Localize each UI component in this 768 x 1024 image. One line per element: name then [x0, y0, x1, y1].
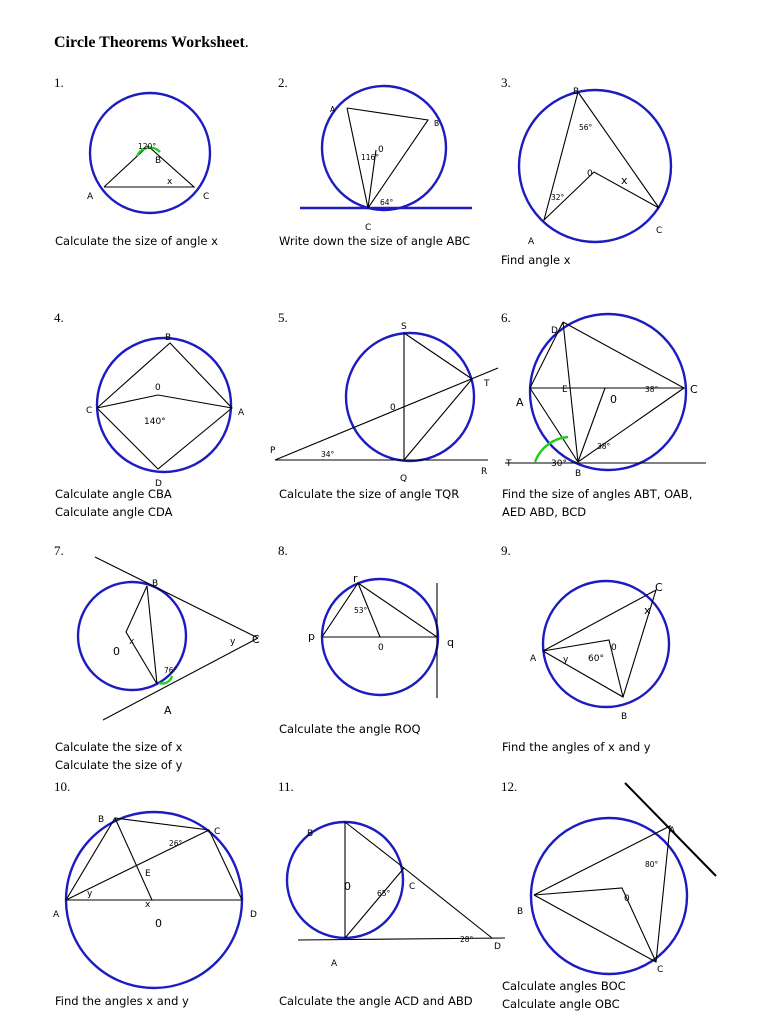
question-6-prompt: Find the size of angles ABT, OAB, AED ABD, BCD — [502, 487, 693, 519]
svg-text:B: B — [575, 469, 582, 479]
question-number: 11. — [278, 779, 294, 794]
svg-text:C: C — [214, 827, 221, 837]
svg-text:C: C — [203, 192, 210, 202]
question-2-prompt: Write down the size of angle ABC — [279, 234, 471, 248]
question-5-prompt: Calculate the size of angle TQR — [279, 487, 460, 501]
svg-text:B: B — [155, 156, 162, 166]
question-number: 1. — [54, 75, 64, 90]
svg-text:E: E — [562, 385, 568, 395]
question-10-prompt: Find the angles x and y — [55, 994, 189, 1008]
svg-text:x: x — [129, 637, 135, 647]
svg-text:28°: 28° — [460, 935, 474, 944]
svg-text:E: E — [145, 869, 151, 879]
svg-text:P: P — [270, 446, 276, 456]
question-1-prompt: Calculate the size of angle x — [55, 234, 218, 248]
question-number: 7. — [54, 543, 64, 558]
svg-text:C: C — [409, 882, 416, 892]
question-number: 4. — [54, 310, 64, 325]
svg-text:0: 0 — [113, 645, 120, 658]
question-number: 2. — [278, 75, 288, 90]
question-number: 12. — [501, 779, 518, 794]
svg-text:C: C — [656, 226, 663, 236]
svg-text:A: A — [330, 105, 336, 114]
svg-text:T: T — [484, 379, 490, 389]
question-number: 10. — [54, 779, 71, 794]
svg-text:0: 0 — [155, 917, 162, 930]
svg-text:y: y — [563, 655, 569, 665]
svg-text:B: B — [573, 87, 580, 97]
svg-text:C: C — [365, 223, 372, 233]
svg-text:y: y — [230, 637, 236, 647]
svg-text:r: r — [353, 572, 358, 585]
svg-text:Q: Q — [400, 474, 408, 484]
svg-text:A: A — [87, 192, 94, 202]
svg-text:0: 0 — [378, 643, 384, 653]
svg-text:D: D — [250, 910, 257, 920]
svg-text:p: p — [308, 630, 315, 643]
svg-text:0: 0 — [344, 880, 351, 893]
svg-text:y: y — [87, 889, 93, 899]
svg-text:A: A — [516, 396, 524, 409]
svg-text:x: x — [167, 177, 173, 187]
svg-text:A: A — [238, 408, 245, 418]
svg-text:65°: 65° — [377, 889, 391, 898]
svg-text:0: 0 — [624, 894, 630, 904]
svg-text:53°: 53° — [354, 606, 368, 615]
question-12-prompt: Calculate angles BOC Calculate angle OBC — [502, 979, 626, 1011]
svg-text:x: x — [145, 900, 151, 910]
svg-text:A: A — [669, 826, 676, 836]
svg-text:0: 0 — [390, 403, 396, 413]
svg-text:A: A — [53, 910, 60, 920]
question-number: 5. — [278, 310, 288, 325]
svg-text:0: 0 — [611, 643, 617, 653]
svg-text:q: q — [447, 636, 454, 649]
svg-text:C: C — [655, 581, 663, 594]
question-3-prompt: Find angle x — [501, 253, 571, 267]
svg-text:0: 0 — [610, 393, 617, 406]
svg-text:S: S — [401, 322, 407, 332]
svg-text:56°: 56° — [579, 123, 593, 132]
svg-text:A: A — [530, 654, 537, 664]
question-7-prompt: Calculate the size of x Calculate the size of y — [55, 740, 183, 772]
svg-text:B: B — [165, 333, 172, 343]
svg-text:x: x — [644, 604, 651, 617]
svg-text:0: 0 — [587, 169, 593, 179]
question-9-prompt: Find the angles of x and y — [502, 740, 651, 754]
svg-text:B: B — [98, 815, 105, 825]
svg-text:80°: 80° — [645, 860, 659, 869]
svg-text:B: B — [152, 579, 159, 589]
svg-text:B: B — [517, 907, 524, 917]
question-number: 3. — [501, 75, 511, 90]
question-number: 8. — [278, 543, 288, 558]
svg-text:0: 0 — [155, 383, 161, 393]
svg-text:B: B — [307, 829, 314, 839]
page-title: Circle Theorems Worksheet. — [54, 34, 249, 51]
svg-text:C: C — [690, 383, 698, 396]
question-4-prompt: Calculate angle CBA Calculate angle CDA — [55, 487, 173, 519]
svg-text:T: T — [506, 459, 512, 469]
svg-text:32°: 32° — [551, 193, 565, 202]
question-number: 6. — [501, 310, 511, 325]
svg-text:A: A — [331, 959, 338, 969]
svg-text:D: D — [551, 326, 558, 336]
svg-text:D: D — [494, 942, 501, 952]
svg-text:x: x — [621, 174, 628, 187]
svg-text:60°: 60° — [588, 654, 604, 664]
svg-text:B: B — [621, 712, 628, 722]
svg-text:76°: 76° — [164, 666, 178, 675]
svg-text:A: A — [164, 704, 172, 717]
svg-text:C: C — [86, 406, 93, 416]
svg-text:R: R — [481, 467, 488, 477]
svg-text:C: C — [657, 965, 664, 975]
question-11-prompt: Calculate the angle ACD and ABD — [279, 994, 473, 1008]
question-8-prompt: Calculate the angle ROQ — [279, 722, 421, 736]
svg-text:B: B — [434, 119, 440, 128]
svg-text:D: D — [155, 479, 162, 489]
svg-text:C: C — [252, 633, 260, 646]
svg-text:34°: 34° — [321, 450, 335, 459]
svg-text:A: A — [528, 237, 535, 247]
svg-text:120°: 120° — [138, 142, 157, 151]
svg-text:0: 0 — [378, 145, 384, 155]
svg-text:30°: 30° — [551, 459, 567, 469]
svg-text:64°: 64° — [380, 198, 394, 207]
svg-text:140°: 140° — [144, 417, 166, 427]
svg-text:116°: 116° — [361, 153, 380, 162]
svg-text:26°: 26° — [169, 839, 183, 848]
svg-text:38°: 38° — [597, 442, 611, 451]
svg-text:38°: 38° — [645, 385, 659, 394]
question-number: 9. — [501, 543, 511, 558]
